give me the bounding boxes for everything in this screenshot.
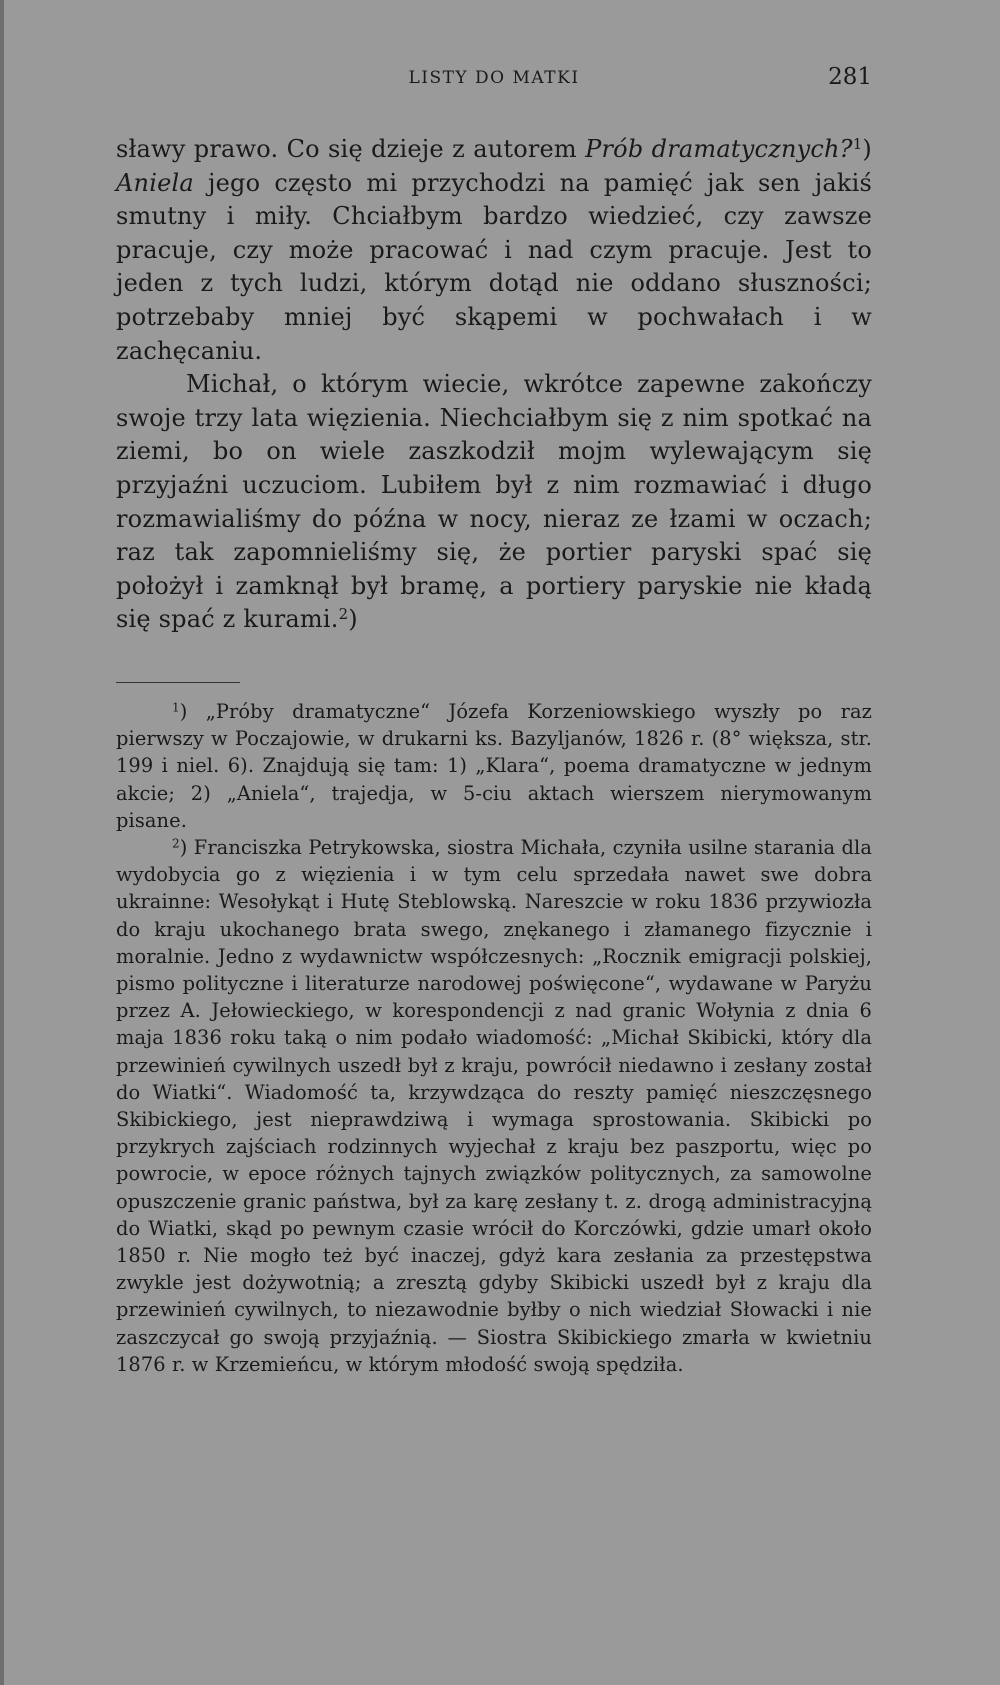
footnote-ref-1: 1 [852,134,863,153]
title-aniela: Aniela [116,168,194,197]
footnote-1 [116,698,872,834]
page-edge [0,0,4,1685]
footnotes [116,698,872,1378]
running-head: LISTY DO MATKI [408,68,580,88]
paragraph-2-close: ) [348,605,358,634]
page-number: 281 [828,64,872,90]
footnote-1-text: ) „Próby dramatyczne“ Józefa Korzeniowskiego wyszły po raz pierwszy w Poczajowie, w drukarni ks. Bazyljanów, 1826 r. (8° większa, str. 199 i niel. 6). Znajdują się tam: 1) „Klara“, poema dramatyczne w jednym akcie; 2) „Aniela“, trajedja, w 5-ciu aktach wierszem nierymowanym pisane. [116,700,872,832]
page-header [116,62,872,98]
footnote-2 [116,834,872,1378]
paragraph-2 [116,368,872,637]
paragraph-1 [116,133,872,368]
title-proby-dramatyczne: Prób dramatycznych? [585,135,853,163]
footnote-1-marker: 1 [172,700,180,715]
paragraph-1-text-c: jego często mi przychodzi na pamięć jak sen jakiś smutny i miły. Chciałbym bardzo wiedzieć, czy zawsze pracuje, czy może pracować i nad czym pracuje. Jest to jeden z tych ludzi, którym dotąd nie oddano słuszności; potrzebaby mniej być skąpemi w pochwałach i w zachęcaniu. [116,168,872,365]
footnote-2-marker: 2 [172,836,180,851]
paragraph-2-text: Michał, o którym wiecie, wkrótce zapewne zakończy swoje trzy lata więzienia. Niechciałbym się z nim spotkać na ziemi, bo on wiele zaszkodził mojm wylewającym się przyjaźni uczuciom. Lubiłem był z nim rozmawiać i długo rozmawialiśmy do późna w nocy, nieraz ze łzami w oczach; raz tak zapomnieliśmy się, że portier paryski spać się położył i zamknął był bramę, a portiery paryskie nie kładą się spać z kurami. [116,370,872,634]
footnote-separator [116,682,240,683]
footnote-ref-2: 2 [338,605,349,624]
paragraph-1-text-a: sławy prawo. Co się dzieje z autorem [116,135,586,163]
footnote-2-text: ) Franciszka Petrykowska, siostra Michała, czyniła usilne starania dla wydobycia go z więzienia i w tym celu sprzedała nawet swe dobra ukrainne: Wesołykąt i Hutę Steblowską. Nareszcie w roku 1836 przywiozła do kraju ukochanego brata swego, znękanego i złamanego fizycznie i moralnie. Jedno z wydawnictw współczesnych: „Rocznik emigracji polskiej, pismo polityczne i literaturze narodowej poświęcone“, wydawane w Paryżu przez A. Jełowieckiego, w korespondencji z nad granic Wołynia z dnia 6 maja 1836 roku taką o nim podało wiadomość: „Michał Skibicki, który dla przewinień cywilnych uszedł był z kraju, powrócił niedawno i zesłany został do Wiatki“. Wiadomość ta, krzywdząca do reszty pamięć nieszczęsnego Skibickiego, jest nieprawdziwą i wymaga sprostowania. Skibicki po przykrych zajściach rodzinnych wyjechał z kraju bez paszportu, więc po powrocie, w epoce różnych tajnych związków politycznych, za samowolne opuszczenie granic państwa, był za karę zesłany t. z. drogą administracyjną do Wiatki, skąd po pewnym czasie wrócił do Korczówki, gdzie umarł około 1850 r. Nie mogło też być inaczej, gdyż kara zesłania za przestępstwa zwykle jest dożywotnią; a zresztą gdyby Skibicki uszedł był z kraju dla przewinień cywilnych, to niezawodnie byłby o nich wiedział Słowacki i nie zaszczycał go swoją przyjaźnią. — Siostra Skibickiego zmarła w kwietniu 1876 r. w Krzemieńcu, w którym młodość swoją spędziła. [116,836,872,1376]
main-text [116,133,872,637]
paragraph-1-text-b: ) [862,135,872,163]
